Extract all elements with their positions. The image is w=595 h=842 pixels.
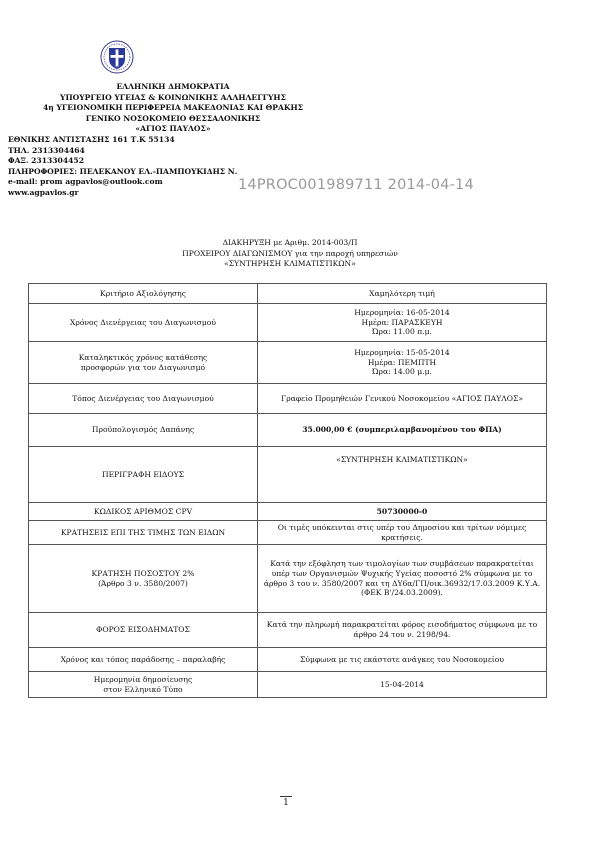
table-row [29, 613, 547, 648]
row-label: ΦΟΡΟΣ ΕΙΣΟΔΗΜΑΤΟΣ [29, 613, 258, 648]
label-line: στον Ελληνικό Τύπο [103, 684, 183, 694]
value-line: Ώρα: 14.00 μ.μ. [372, 367, 432, 377]
contact-info: ΠΛΗΡΟΦΟΡΙΕΣ: ΠΕΛΕΚΑΝΟΥ ΕΛ.-ΠΑΜΠΟΥΚΙΔΗΣ Ν. [8, 166, 238, 176]
table-row [29, 304, 547, 342]
email: e-mail: prom agpavlos@outlook.com [8, 177, 163, 187]
address: ΕΘΝΙΚΗΣ ΑΝΤΙΣΤΑΣΗΣ 161 Τ.Κ 55134 [8, 134, 175, 144]
row-label: Τόπος Διενέργειας του Διαγωνισμού [29, 384, 258, 414]
document-title [100, 238, 480, 270]
header-line: ΕΛΛΗΝΙΚΗ ΔΗΜΟΚΡΑΤΙΑ [116, 82, 230, 91]
table-row [29, 384, 547, 414]
header-line: ΓΕΝΙΚΟ ΝΟΣΟΚΟΜΕΙΟ ΘΕΣΣΑΛΟΝΙΚΗΣ [85, 113, 261, 123]
page-number: 1 [280, 796, 292, 808]
title-line-3: «ΣΥΝΤΗΡΗΣΗ ΚΛΙΜΑΤΙΣΤΙΚΩΝ» [224, 259, 356, 268]
row-label: ΠΕΡΙΓΡΑΦΗ ΕΙΔΟΥΣ [29, 447, 258, 503]
table-row [29, 672, 547, 698]
value-line: Ημέρα: ΠΑΡΑΣΚΕΥΗ [361, 317, 443, 327]
label-line: ΚΡΑΤΗΣΗ ΠΟΣΟΣΤΟΥ 2% [91, 568, 195, 578]
title-line-2: ΠΡΟΧΕΙΡΟΥ ΔΙΑΓΩΝΙΣΜΟΥ για την παροχή υπηρεσιών [182, 248, 398, 258]
row-value: 35.000,00 € (συμπεριλαμβανομένου του ΦΠΑ) [258, 414, 547, 447]
row-label [29, 672, 258, 698]
table-row [29, 342, 547, 384]
table-row [29, 648, 547, 672]
row-value: Κατά την πληρωμή παρακρατείται φόρος εισοδήματος σύμφωνα με το άρθρο 24 του ν. 2198/94. [258, 613, 547, 648]
label-line: Καταληκτικός χρόνος κατάθεσης [78, 352, 208, 362]
label-line: προσφορών για τον Διαγωνισμό [80, 362, 206, 372]
row-label: ΚΡΑΤΗΣΕΙΣ ΕΠΙ ΤΗΣ ΤΙΜΗΣ ΤΩΝ ΕΙΔΩΝ [29, 521, 258, 545]
row-label [29, 342, 258, 384]
header-line: ΥΠΟΥΡΓΕΙΟ ΥΓΕΙΑΣ & ΚΟΙΝΩΝΙΚΗΣ ΑΛΛΗΛΕΓΓΥΗΣ [60, 92, 286, 102]
protocol-stamp: 14PROC001989711 2014-04-14 [238, 177, 474, 193]
row-value: «ΣΥΝΤΗΡΗΣΗ ΚΛΙΜΑΤΙΣΤΙΚΩΝ» [258, 447, 547, 503]
value-line: Ώρα: 11.00 π.μ. [372, 327, 432, 337]
table-row [29, 414, 547, 447]
row-value: Κατά την εξόφληση των τιμολογίων των συμβάσεων παρακρατείται υπέρ των Οργανισμών Ψυχικής Υγείας ποσοστό 2% σύμφωνα με το άρθρο 3 του ν. 3580/2007 και τη ΔΥ6α/ΓΠ/οικ.36932/17.03.2009 Κ.Υ.Α. (ΦΕΚ Β'/24.03.2009). [258, 545, 547, 613]
label-line: Ημερομηνία δημοσίευσης [93, 674, 193, 684]
header-line: 4η ΥΓΕΙΟΝΟΜΙΚΗ ΠΕΡΙΦΕΡΕΙΑ ΜΑΚΕΔΟΝΙΑΣ ΚΑΙ ΘΡΑΚΗΣ [43, 103, 303, 113]
header-cell-value: Χαμηλότερη τιμή [258, 284, 547, 304]
row-value [258, 304, 547, 342]
label-line: (Άρθρο 3 ν. 3580/2007) [98, 578, 188, 588]
header-cell-criterion: Κριτήριο Αξιολόγησης [29, 284, 258, 304]
row-label [29, 545, 258, 613]
row-value: Σύμφωνα με τις εκάστοτε ανάγκες του Νοσοκομείου [258, 648, 547, 672]
value-line: Ημερομηνία: 16-05-2014 [354, 308, 450, 318]
row-value [258, 342, 547, 384]
phone: ΤΗΛ. 2313304464 [8, 145, 85, 155]
table-row [29, 545, 547, 613]
header-line: «ΑΓΙΟΣ ΠΑΥΛΟΣ» [135, 124, 211, 134]
tender-details-table [28, 283, 547, 698]
table-row [29, 447, 547, 503]
fax: ΦΑΞ. 2313304452 [8, 156, 84, 166]
row-label: ΚΩΔΙΚΟΣ ΑΡΙΘΜΟΣ CPV [29, 503, 258, 521]
row-value: 15-04-2014 [258, 672, 547, 698]
table-row [29, 503, 547, 521]
row-label: Χρόνος και τόπος παράδοσης – παραλαβής [29, 648, 258, 672]
value-line: Ημερομηνία: 15-05-2014 [354, 348, 450, 358]
table-header-row [29, 284, 547, 304]
row-value: Γραφείο Προμηθειών Γενικού Νοσοκομείου «ΑΓΙΟΣ ΠΑΥΛΟΣ» [258, 384, 547, 414]
value-line: Ημέρα: ΠΕΜΠΤΗ [367, 357, 437, 367]
title-line-1: ΔΙΑΚΗΡΥΞΗ με Αριθμ. 2014-003/Π [222, 238, 358, 247]
row-label: Χρόνος Διενέργειας του Διαγωνισμού [29, 304, 258, 342]
table-row [29, 521, 547, 545]
website-link: www.agpavlos.gr [8, 187, 79, 197]
greek-coat-of-arms-icon [100, 40, 134, 74]
row-label: Προϋπολογισμός Δαπάνης [29, 414, 258, 447]
row-value: 50730000-0 [258, 503, 547, 521]
row-value: Οι τιμές υπόκεινται στις υπέρ του Δημοσίου και τρίτων νόμιμες κρατήσεις. [258, 521, 547, 545]
